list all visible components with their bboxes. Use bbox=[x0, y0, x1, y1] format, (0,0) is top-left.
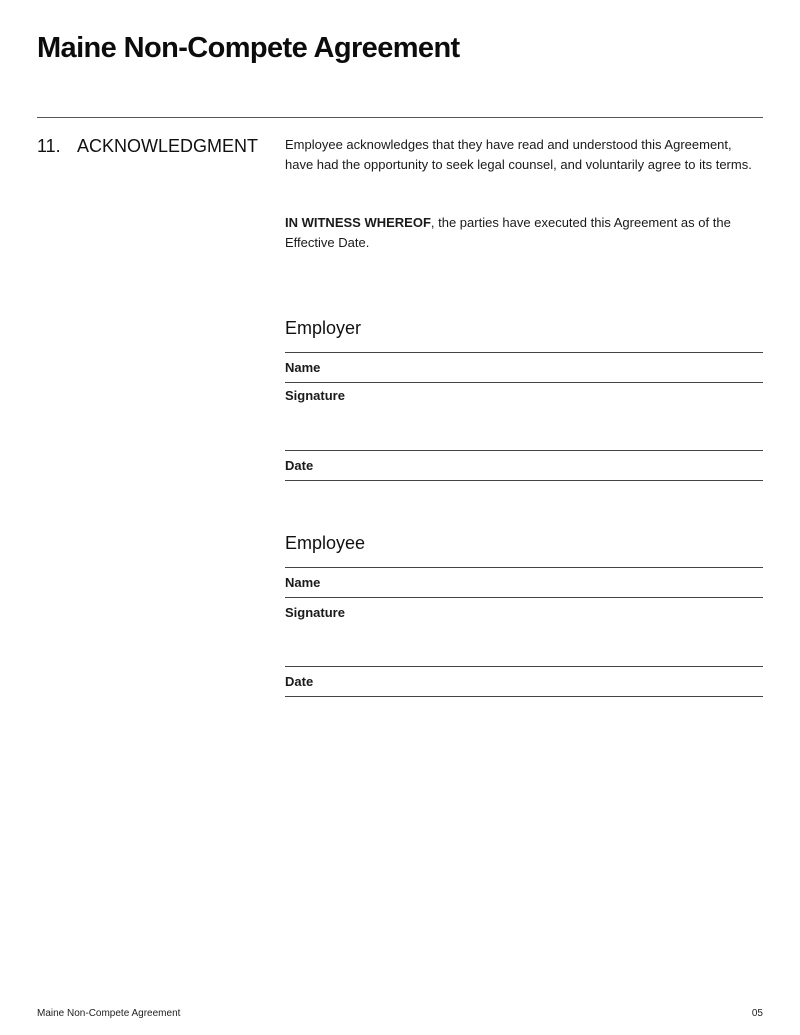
employer-name-line[interactable] bbox=[285, 382, 763, 383]
employee-signature-line[interactable] bbox=[285, 666, 763, 667]
witness-text: , the parties have executed this Agreement as of the Effective Date. bbox=[285, 215, 731, 250]
employee-heading-rule bbox=[285, 567, 763, 568]
acknowledgment-paragraph: Employee acknowledges that they have read and understood this Agreement, have had the opportunity to seek legal counsel, and voluntarily agree to its terms. bbox=[285, 137, 752, 172]
employer-heading-rule bbox=[285, 352, 763, 353]
section-number: 11. bbox=[37, 136, 61, 156]
employee-heading: Employee bbox=[285, 533, 366, 553]
footer-page-number: 05 bbox=[751, 1008, 763, 1019]
section-heading: ACKNOWLEDGMENT bbox=[77, 136, 259, 156]
header-divider bbox=[37, 117, 763, 118]
witness-paragraph bbox=[285, 213, 755, 253]
employee-date-line[interactable] bbox=[285, 696, 763, 697]
employer-date-line[interactable] bbox=[285, 480, 763, 481]
employer-name-label: Name bbox=[285, 360, 321, 375]
employer-signature-label: Signature bbox=[285, 388, 345, 403]
employer-date-label: Date bbox=[285, 458, 314, 473]
page-title: Maine Non-Compete Agreement bbox=[37, 32, 460, 64]
employee-name-line[interactable] bbox=[285, 597, 763, 598]
footer-document-title: Maine Non-Compete Agreement bbox=[37, 1008, 181, 1019]
witness-bold-text: IN WITNESS WHEREOF bbox=[285, 215, 431, 230]
employer-signature-line[interactable] bbox=[285, 450, 763, 451]
employer-heading: Employer bbox=[285, 318, 362, 338]
employee-date-label: Date bbox=[285, 674, 314, 689]
employee-name-label: Name bbox=[285, 575, 321, 590]
employee-signature-label: Signature bbox=[285, 605, 345, 620]
